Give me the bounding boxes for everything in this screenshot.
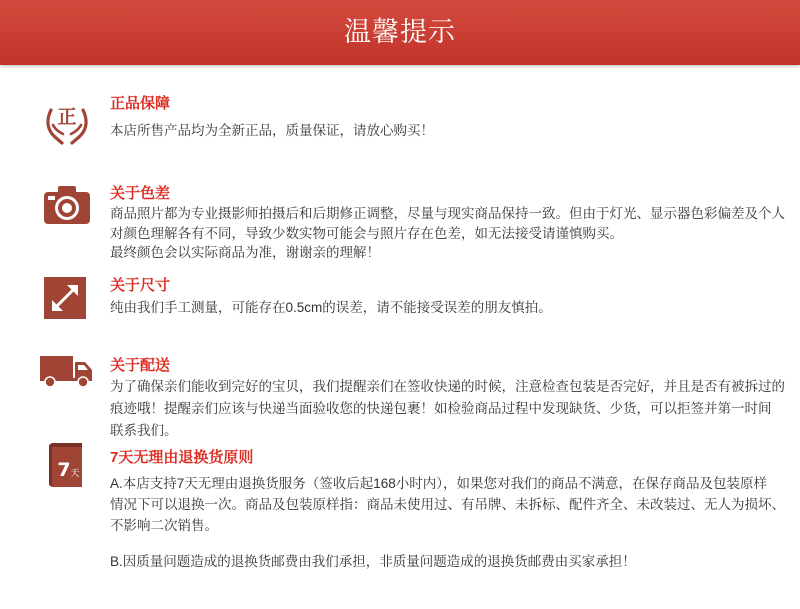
section-title: 关于色差 xyxy=(110,185,171,202)
guarantee-hands-icon xyxy=(42,96,92,148)
section-title: 7天无理由退换货原则 xyxy=(110,449,254,466)
text-line: 最终颜色会以实际商品为准，谢谢亲的理解！ xyxy=(110,245,380,260)
page-title: 温馨提示 xyxy=(344,17,456,47)
calendar-7-days-icon xyxy=(48,441,84,489)
text-line: 商品照片都为专业摄影师拍摄后和后期修正调整，尽量与现实商品保持一致。但由于灯光、显示器色彩偏差及个人 xyxy=(110,206,785,221)
text-line: 联系我们。 xyxy=(110,423,178,438)
section-text xyxy=(110,121,434,141)
text-line: 痕迹哦！提醒亲们应该与快递当面验收您的快递包裹！如检验商品过程中发现缺货、少货，可以拒签并第一时间 xyxy=(110,401,772,416)
section-title: 关于尺寸 xyxy=(110,277,171,294)
text-line: 对颜色理解各有不同，导致少数实物可能会与照片存在色差，如无法接受请谨慎购买。 xyxy=(110,225,623,241)
header-banner xyxy=(0,0,800,65)
section-text xyxy=(110,298,552,318)
text-line: 为了确保亲们能收到完好的宝贝，我们提醒亲们在签收快递的时候，注意检查包装是否完好，并且是否有被拆过的 xyxy=(110,379,785,394)
svg-text:7: 7 xyxy=(57,459,71,481)
text-line: 纯由我们手工测量，可能存在0.5cm的误差，请不能接受误差的朋友慎拍。 xyxy=(110,300,552,315)
svg-text:正: 正 xyxy=(57,106,77,128)
section-text xyxy=(110,473,785,536)
svg-text:天: 天 xyxy=(70,469,80,479)
section-text xyxy=(110,376,785,442)
text-line: A.本店支持7天无理由退换货服务（签收后起168小时内），如果您对我们的商品不满意，在保存商品及包装原样 xyxy=(110,476,768,491)
resize-arrow-icon xyxy=(44,277,86,319)
camera-icon xyxy=(43,184,91,226)
text-line: 不影响二次销售。 xyxy=(110,518,218,533)
text-line: 本店所售产品均为全新正品，质量保证，请放心购买！ xyxy=(110,123,434,138)
delivery-truck-icon xyxy=(40,354,94,388)
section-title: 关于配送 xyxy=(110,357,171,374)
section-text xyxy=(110,204,785,263)
text-line: 情况下可以退换一次。商品及包装原样指：商品未使用过、有吊牌、未拆标、配件齐全、未改装过、无人为损坏、 xyxy=(110,497,785,512)
section-title: 正品保障 xyxy=(110,95,171,112)
return-shipping-note: B.因质量问题造成的退换货邮费由我们承担，非质量问题造成的退换货邮费由买家承担！ xyxy=(110,554,636,569)
